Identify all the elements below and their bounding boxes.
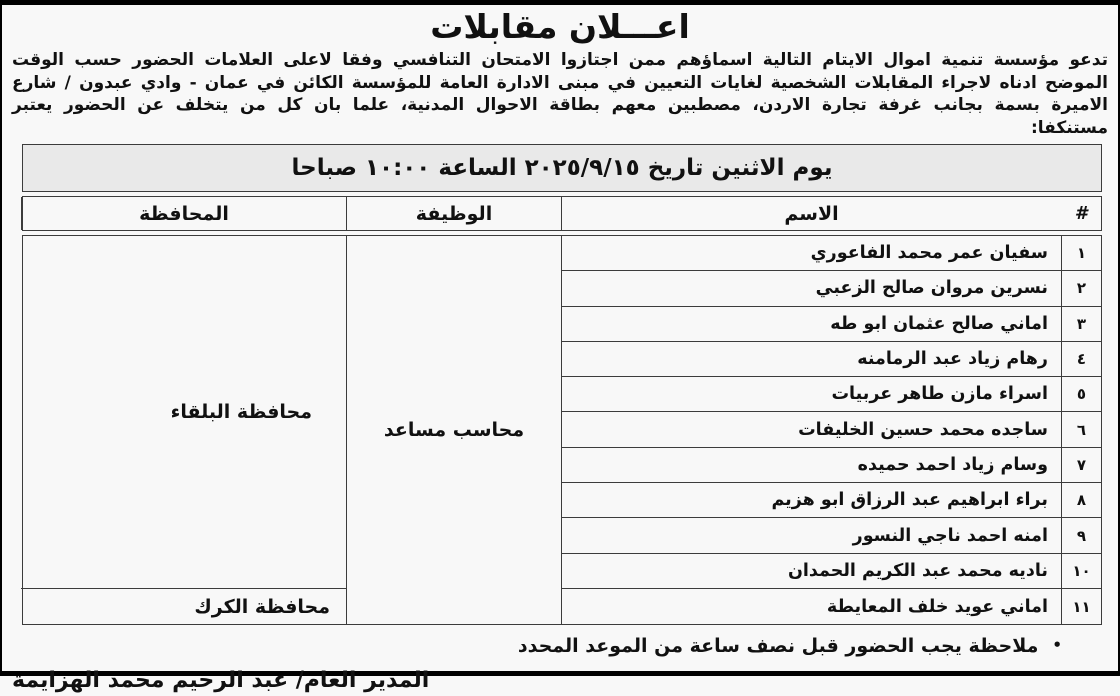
cell-name: ناديه محمد عبد الكريم الحمدان [561,554,1061,589]
column-header-job: الوظيفة [346,197,561,230]
cell-name: براء ابراهيم عبد الرزاق ابو هزيم [561,483,1061,518]
cell-name: رهام زياد عبد الرمامنه [561,342,1061,377]
cell-name: اماني عويد خلف المعايطة [561,589,1061,624]
cell-num: ١١ [1061,589,1101,624]
column-header-gov: المحافظة [21,197,346,230]
table-body [22,235,1102,625]
intro-paragraph [12,49,1108,139]
cell-name: اسراء مازن طاهر عربيات [561,377,1061,412]
column-header-num: # [1074,203,1088,224]
cell-name: ساجده محمد حسين الخليفات [561,412,1061,447]
note-line [2,632,1118,659]
bullet-icon: • [1052,636,1062,655]
intro-line: الموضح ادناه لاجراء المقابلات الشخصية لغايات التعيين في مبنى الادارة العامة للمؤسسة الكائن في عمان - وادي عبدون / شارع [12,72,1108,93]
intro-line: الاميرة بسمة بجانب غرفة تجارة الاردن، مصطبين معهم بطاقة الاحوال المدنية، علما بان كل من يتخلف عن الحضور يعتبر مستنكفا: [12,95,1108,138]
cell-num: ٢ [1061,271,1101,306]
intro-line: تدعو مؤسسة تنمية اموال الايتام التالية اسماؤهم ممن اجتازوا الامتحان التنافسي وفقا لاعلى العلامات الحضور حسب الوقت [12,50,1108,70]
interview-table [22,144,1102,625]
cell-num: ٩ [1061,518,1101,553]
note-text: ملاحظة يجب الحضور قبل نصف ساعة من الموعد المحدد [517,635,1039,658]
cell-name: وسام زياد احمد حميده [561,448,1061,483]
cell-num: ٤ [1061,342,1101,377]
cell-num: ١ [1061,236,1101,271]
cell-gov: محافظة البلقاء [21,236,346,589]
cell-num: ١٠ [1061,554,1101,589]
cell-num: ٧ [1061,448,1101,483]
cell-name: سفيان عمر محمد الفاعوري [561,236,1061,271]
cell-num: ٥ [1061,377,1101,412]
column-header-name: الاسم [561,197,1061,230]
table-header-row [22,196,1102,231]
cell-num: ٦ [1061,412,1101,447]
cell-num: ٨ [1061,483,1101,518]
page-title: اعـــلان مقابلات [430,7,690,46]
session-header: يوم الاثنين تاريخ ٢٠٢٥/٩/١٥ الساعة ١٠:٠٠ صباحا [22,144,1102,192]
cell-num: ٣ [1061,307,1101,342]
cell-name: اماني صالح عثمان ابو طه [561,307,1061,342]
cell-name: نسرين مروان صالح الزعبي [561,271,1061,306]
cell-gov: محافظة الكرك [194,595,330,618]
signature-line: المدير العام/ عبد الرحيم محمد الهزايمة [12,668,430,694]
cell-name: امنه احمد ناجي النسور [561,518,1061,553]
cell-job: محاسب مساعد [346,236,561,624]
